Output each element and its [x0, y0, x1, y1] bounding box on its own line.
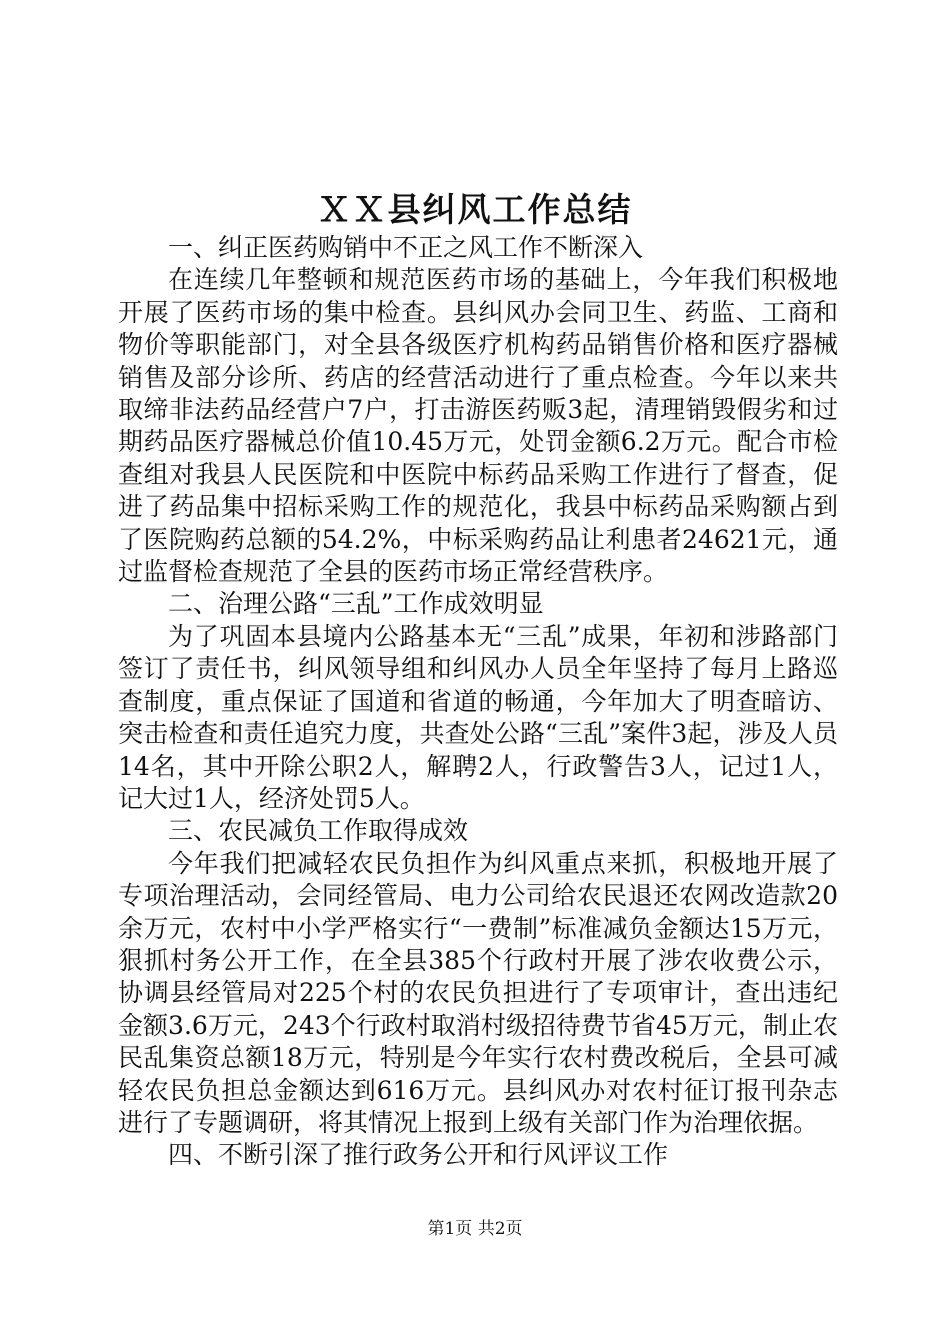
paragraph-2: 为了巩固本县境内公路基本无“三乱”成果，年初和涉路部门签订了责任书，纠风领导组和纠风办人员全年坚持了每月上路巡查制度，重点保证了国道和省道的畅通，今年加大了明查暗访、突击检查和责任追究力度，共查处公路“三乱”案件3起，涉及人员14名，其中开除公职2人，解聘2人，行政警告3人，记过1人，记大过1人，经济处罚5人。 [118, 621, 838, 813]
section-heading-1: 一、纠正医药购销中不正之风工作不断深入 [168, 233, 644, 262]
section-heading-2: 二、治理公路“三乱”工作成效明显 [168, 589, 544, 619]
paragraph-1: 在连续几年整顿和规范医药市场的基础上，今年我们积极地开展了医药市场的集中检查。县纠风办会同卫生、药监、工商和物价等职能部门，对全县各级医疗机构药品销售价格和医疗器械销售及部分诊所、药店的经营活动进行了重点检查。今年以来共取缔非法药品经营户7户，打击游医药贩3起，清理销毁假劣和过期药品医疗器械总价值10.45万元，处罚金额6.2万元。配合市检查组对我县人民医院和中医院中标药品采购工作进行了督查，促进了药品集中招标采购工作的规范化，我县中标药品采购额占到了医院购药总额的54.2%，中标采购药品让利患者24621元，通过监督检查规范了全县的医药市场正常经营秩序。 [118, 265, 838, 587]
section-heading-4: 四、不断引深了推行政务公开和行风评议工作 [168, 1140, 669, 1170]
paragraph-3: 今年我们把减轻农民负担作为纠风重点来抓，积极地开展了专项治理活动，会同经管局、电力公司给农民退还农网改造款20余万元，农村中小学严格实行“一费制”标准减负金额达15万元，狠抓村务公开工作，在全县385个行政村开展了涉农收费公示，协调县经管局对225个村的农民负担进行了专项审计，查出违纪金额3.6万元，243个行政村取消村级招待费节省45万元，制止农民乱集资总额18万元，特别是今年实行农村费改税后，全县可减轻农民负担总金额达到616万元。县纠风办对农村征订报刊杂志进行了专题调研，将其情况上报到上级有关部门作为治理依据。 [118, 848, 838, 1137]
document-title: ＸＸ县纠风工作总结 [317, 190, 633, 229]
page-number-footer: 第1页 共2页 [427, 1219, 523, 1239]
document-body [118, 232, 838, 1172]
section-heading-3: 三、农民减负工作取得成效 [168, 816, 469, 846]
